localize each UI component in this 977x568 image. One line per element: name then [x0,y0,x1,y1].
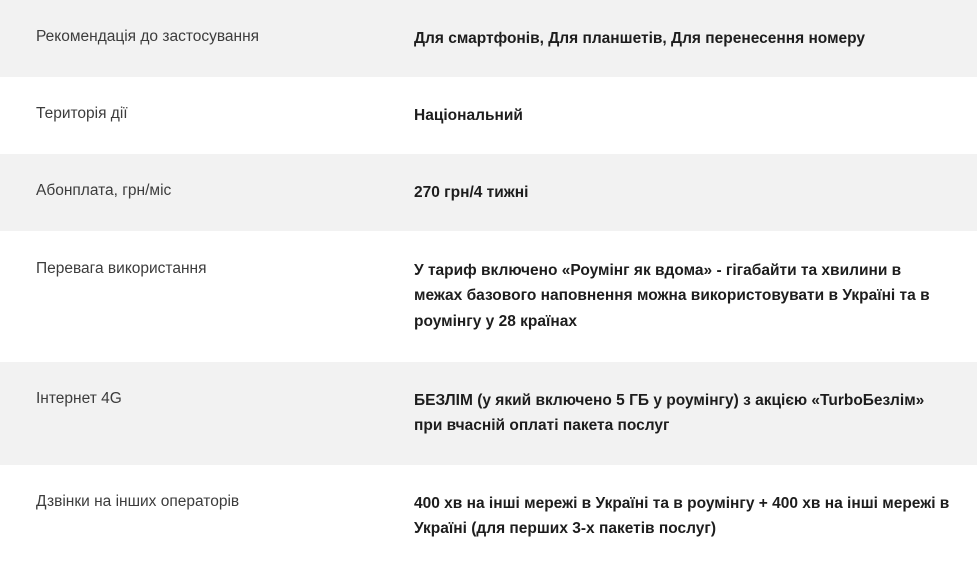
spec-value: 270 грн/4 тижні [414,184,529,202]
spec-label: Перевага використання [36,260,207,278]
spec-value: Для смартфонів, Для планшетів, Для перенесення номеру [414,30,866,47]
table-row [0,362,977,465]
table-row [0,0,977,77]
spec-value: У тариф включено «Роумінг як вдома» - гігабайти та хвилини в межах базового наповнення можна використовувати в Україні та в роумінгу у 28 країнах [414,262,930,330]
spec-label: Рекомендація до застосування [36,28,260,45]
table-row [0,231,977,361]
spec-label: Територія дії [36,105,128,123]
table-row [0,465,977,568]
spec-label: Інтернет 4G [36,389,122,407]
table-row [0,154,977,231]
spec-value: БЕЗЛІМ (у який включено 5 ГБ у роумінгу) з акцією «TurboБезлім» при вчасній оплаті пакета послуг [414,391,925,434]
spec-label: Дзвінки на інших операторів [36,492,240,510]
spec-label: Абонплата, грн/міс [36,182,172,200]
spec-value: Національний [414,107,523,125]
table-row [0,77,977,154]
spec-value: 400 хв на інші мережі в Україні та в роумінгу + 400 хв на інші мережі в Україні (для перших 3-х пакетів послуг) [414,494,950,537]
